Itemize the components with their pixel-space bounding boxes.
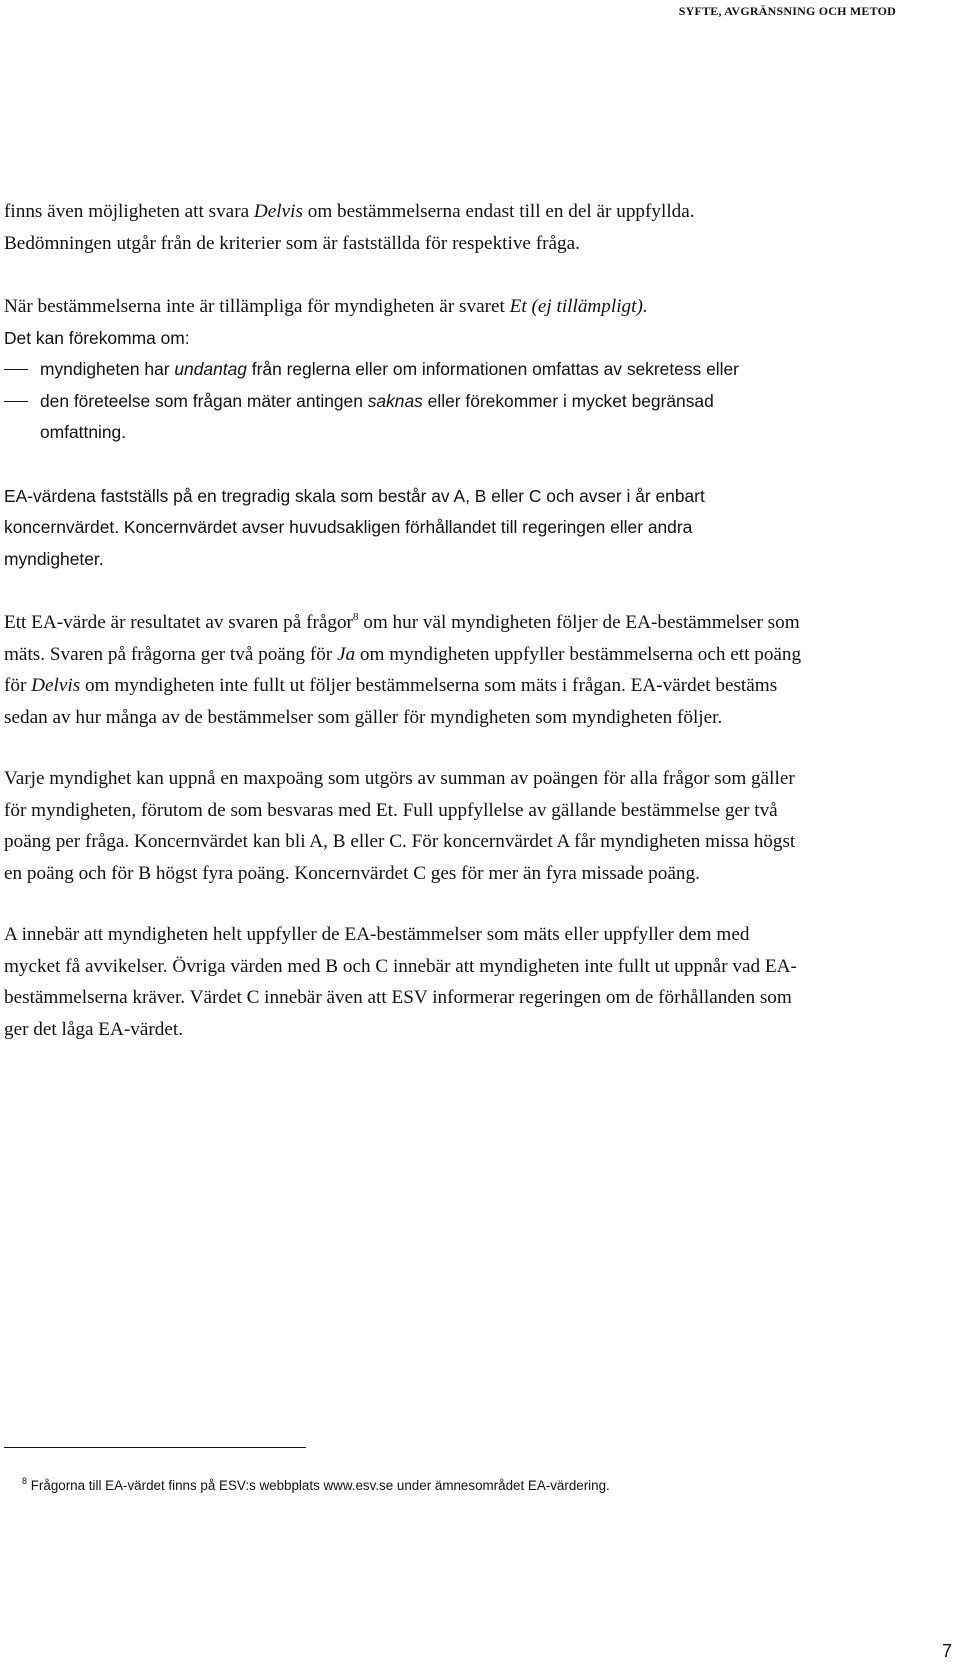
footnote-text: Frågorna till EA-värdet finns på ESV:s webbplats www.esv.se under ämnesområdet EA-värdering. [27, 1478, 610, 1493]
term-et: Et (ej tillämpligt). [509, 296, 648, 317]
running-head: SYFTE, AVGRÄNSNING OCH METOD [678, 4, 896, 18]
paragraph-skala: EA-värdena fastställs på en tregradig skala som består av A, B eller C och avser i år enbart koncernvärdet. Koncernvärdet avser huvudsakligen förhållandet till regeringen eller andra myndigheter. [4, 485, 705, 569]
paragraph-innebord: A innebär att myndigheten helt uppfyller de EA-bestämmelser som mäts eller uppfyller dem med mycket få avvikelser. Övriga värden med B och C innebär att myndigheten inte fullt ut uppnår vad EA-bestämmelserna kräver. Värdet C innebär även att ESV informerar regeringen om de förhållanden som ger det låga EA-värdet. [4, 924, 797, 1040]
footnote-ref[interactable]: 8 [352, 611, 359, 623]
footnote [22, 1478, 610, 1493]
paragraph-delvis: finns även möjligheten att svara Delvis om bestämmelserna endast till en del är uppfyllda. Bedömningen utgår från de kriterier som är fastställda för respektive fråga. [4, 201, 695, 254]
list-item: myndigheten har undantag från reglerna eller om informationen omfattas av sekretess eller [4, 354, 760, 386]
paragraph-et: När bestämmelserna inte är tillämpliga för myndigheten är svaret Et (ej tillämpligt). Det kan förekomma om: [4, 296, 648, 348]
term-undantag: undantag [174, 359, 247, 379]
footnote-mark: 8 [22, 1476, 28, 1486]
page-number: 7 [941, 1641, 952, 1661]
dash-bullet-icon [4, 401, 28, 402]
list-item: den företeelse som frågan mäter antingen saknas eller förekommer i mycket begränsad omfattning. [4, 386, 760, 449]
paragraph-maxpoang: Varje myndighet kan uppnå en maxpoäng som utgörs av summan av poängen för alla frågor som gäller för myndigheten, förutom de som besvaras med Et. Full uppfyllelse av gällande bestämmelse ger två poäng per fråga. Koncernvärdet kan bli A, B eller C. För koncernvärdet A får myndigheten missa högst en poäng och för B högst fyra poäng. Koncernvärdet C ges för mer än fyra missade poäng. [4, 768, 796, 884]
term-delvis: Delvis [253, 201, 303, 222]
term-saknas: saknas [367, 390, 423, 411]
term-ja: Ja [337, 643, 356, 665]
body-text [4, 196, 804, 1045]
dash-list [4, 354, 804, 449]
term-delvis: Delvis [31, 675, 81, 696]
dash-bullet-icon [4, 369, 28, 370]
paragraph-ea-varde: Ett EA-värde är resultatet av svaren på frågor$^8$ om hur väl myndigheten följer de EA-bestämmelser som mäts. Svaren på frågorna ger två poäng för Ja om myndigheten uppfyller bestämmelserna och ett poäng för Delvis om myndigheten inte fullt ut följer bestämmelserna som mäts i frågan. EA-värdet bestäms sedan av hur många av de bestämmelser som gäller för myndigheten som myndigheten följer. [4, 611, 802, 728]
footnote-divider [4, 1447, 306, 1448]
